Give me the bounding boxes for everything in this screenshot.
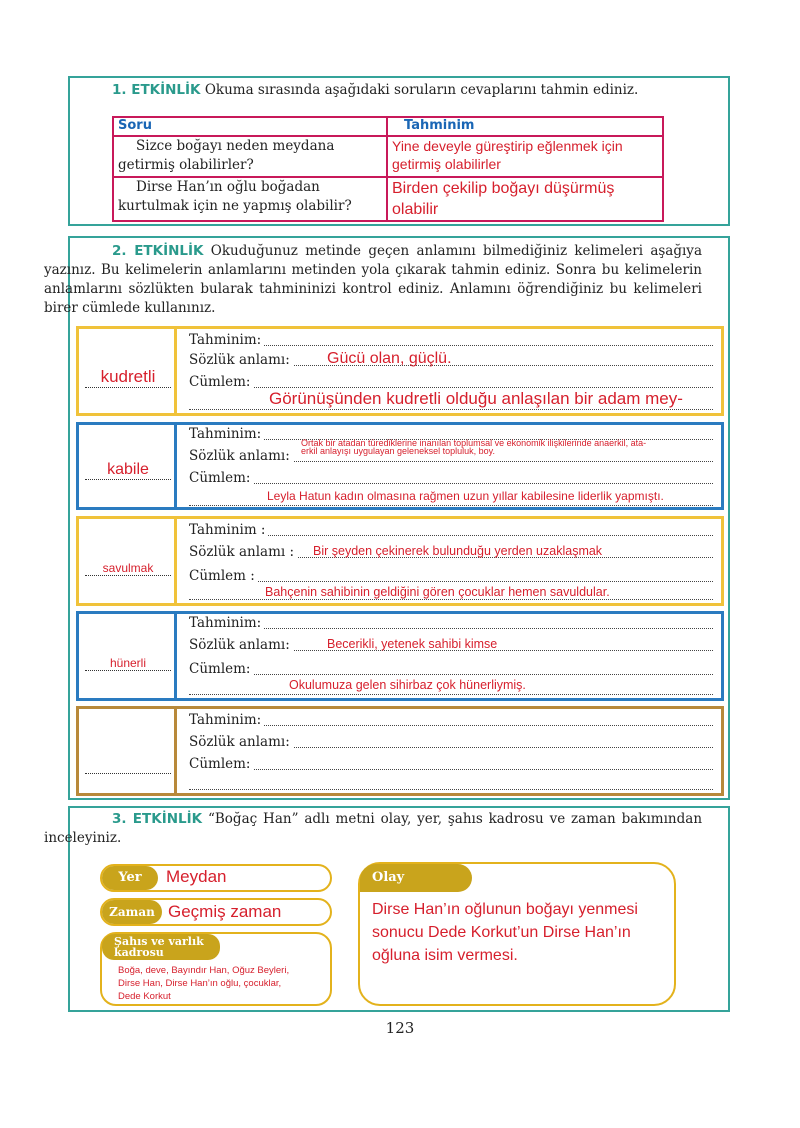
people-label-line-2: kadrosu — [114, 946, 164, 959]
word-text: kudretli — [85, 367, 171, 388]
dictionary-meaning: Becerikli, yetenek sahibi kimse — [327, 637, 498, 651]
activity-1-title: 1. ETKİNLİK — [112, 82, 201, 98]
word-box-4 — [76, 611, 724, 701]
sentence-label: Cümlem: — [189, 470, 253, 486]
dictionary-meaning-line-1: Ortak bir atadan türediklerine inanılan toplumsal ve ekonomik ilişkilerinde anaerkil, ata- — [301, 438, 647, 448]
event-value — [372, 898, 638, 967]
event-label: Olay — [360, 864, 472, 892]
table-row — [113, 136, 663, 177]
guess-label: Tahminim: — [189, 426, 264, 442]
dictionary-meaning: Bir şeyden çekinerek bulunduğu yerden uzaklaşmak — [313, 544, 603, 558]
dictionary-label: Sözlük anlamı: — [189, 734, 293, 750]
sentence-text: Bahçenin sahibinin geldiğini gören çocuklar hemen savuldular. — [265, 585, 610, 599]
activity-2-instruction: Okuduğunuz metinde geçen anlamını bilmediğiniz kelimeleri aşağıya yazınız. Bu kelimelerin anlamlarını metinden yola çıkarak tahmin ediniz. Sonra bu kelimelerin anlamlarını sözlükten bularak tahmininizi kontrol ediniz. Anlamını öğrendiğiniz bu kelimeleri birer cümlede kullanınız. — [44, 243, 702, 316]
people-value-line-3: Dede Korkut — [118, 991, 171, 1002]
column-header-guess: Tahminim — [387, 117, 663, 136]
guess-label: Tahminim : — [189, 522, 268, 538]
time-label: Zaman — [102, 900, 162, 924]
place-value: Meydan — [166, 867, 227, 886]
guess-line — [189, 612, 713, 634]
word-cell — [79, 709, 177, 793]
dictionary-line — [189, 634, 713, 656]
sentence-line — [189, 565, 713, 587]
guess-label: Tahminim: — [189, 712, 264, 728]
sentence-text: Okulumuza gelen sihirbaz çok hünerliymiş. — [289, 678, 526, 692]
dictionary-line — [189, 445, 713, 467]
guess-line — [189, 329, 713, 351]
guess-table — [112, 116, 664, 222]
activity-1-instruction: Okuma sırasında aşağıdaki soruların cevaplarını tahmin ediniz. — [204, 82, 639, 98]
word-text: savulmak — [85, 561, 171, 576]
word-cell — [79, 329, 177, 413]
guess-line — [189, 709, 713, 731]
column-header-question: Soru — [113, 117, 387, 136]
activity-3-panel — [44, 806, 730, 1012]
time-value: Geçmiş zaman — [168, 902, 282, 921]
sentence-line — [189, 467, 713, 489]
word-cell — [79, 519, 177, 603]
sentence-line — [189, 753, 713, 775]
answer-cell: Yine deveyle güreştirip eğlenmek için getirmiş olabilirler — [387, 136, 663, 177]
dictionary-line — [189, 541, 713, 563]
table-row — [113, 177, 663, 221]
word-box-5 — [76, 706, 724, 796]
word-box-2 — [76, 422, 724, 510]
word-blank — [85, 759, 171, 774]
activity-2-title: 2. ETKİNLİK — [112, 243, 204, 259]
question-cell: Sizce boğayı neden meydana getirmiş olabilirler? — [113, 136, 387, 177]
dictionary-label: Sözlük anlamı: — [189, 352, 293, 368]
dictionary-line — [189, 349, 713, 371]
people-label — [102, 934, 220, 960]
activity-1-header — [112, 81, 712, 100]
sentence-text: Görünüşünden kudretli olduğu anlaşılan bir adam mey- — [269, 389, 683, 408]
word-box-3 — [76, 516, 724, 606]
sentence-label: Cümlem: — [189, 661, 253, 677]
guess-label: Tahminim: — [189, 615, 264, 631]
sentence-text: Leyla Hatun kadın olmasına rağmen uzun yıllar kabilesine liderlik yapmıştı. — [267, 489, 664, 503]
people-label-line-1: Şahıs ve varlık — [114, 935, 204, 948]
dictionary-meaning: Gücü olan, güçlü. — [327, 350, 452, 367]
word-text: kabile — [85, 461, 171, 480]
activity-1-panel — [68, 76, 730, 226]
place-label: Yer — [102, 866, 158, 890]
event-value-line-1: Dirse Han’ın oğlunun boğayı yenmesi — [372, 901, 638, 918]
page-number: 123 — [385, 1019, 415, 1037]
activity-3-title: 3. ETKİNLİK — [112, 811, 203, 827]
event-value-line-3: oğluna isim vermesi. — [372, 947, 518, 964]
word-text: hünerli — [85, 656, 171, 671]
answer-cell: Birden çekilip boğayı düşürmüş olabilir — [387, 177, 663, 221]
dictionary-meaning-line-2: erkil anlayışı uygulayan geleneksel topluluk, boy. — [301, 446, 495, 456]
people-value — [118, 964, 289, 1003]
question-cell: Dirse Han’ın oğlu boğadan kurtulmak için ne yapmış olabilir? — [113, 177, 387, 221]
word-box-1 — [76, 326, 724, 416]
guess-label: Tahminim: — [189, 332, 264, 348]
event-value-line-2: sonucu Dede Korkut’un Dirse Han’ın — [372, 924, 631, 941]
activity-3-instruction-block — [44, 810, 702, 848]
people-value-line-2: Dirse Han, Dirse Han’ın oğlu, çocuklar, — [118, 978, 282, 989]
guess-line — [189, 519, 713, 541]
sentence-label: Cümlem: — [189, 374, 253, 390]
dictionary-line — [189, 731, 713, 753]
event-box — [358, 862, 676, 1006]
word-cell — [79, 614, 177, 698]
people-box — [100, 932, 332, 1006]
sentence-label: Cümlem: — [189, 756, 253, 772]
dictionary-label: Sözlük anlamı: — [189, 637, 293, 653]
time-box — [100, 898, 332, 926]
word-cell — [79, 425, 177, 507]
dictionary-label: Sözlük anlamı : — [189, 544, 297, 560]
sentence-line — [189, 658, 713, 680]
sentence-label: Cümlem : — [189, 568, 258, 584]
people-value-line-1: Boğa, deve, Bayındır Han, Oğuz Beyleri, — [118, 965, 290, 976]
place-box — [100, 864, 332, 892]
activity-2-instruction-block — [44, 242, 702, 318]
dictionary-label: Sözlük anlamı: — [189, 448, 293, 464]
activity-3-instruction: “Boğaç Han” adlı metni olay, yer, şahıs kadrosu ve zaman bakımından inceleyiniz. — [44, 811, 703, 846]
activity-2-panel — [44, 236, 730, 800]
